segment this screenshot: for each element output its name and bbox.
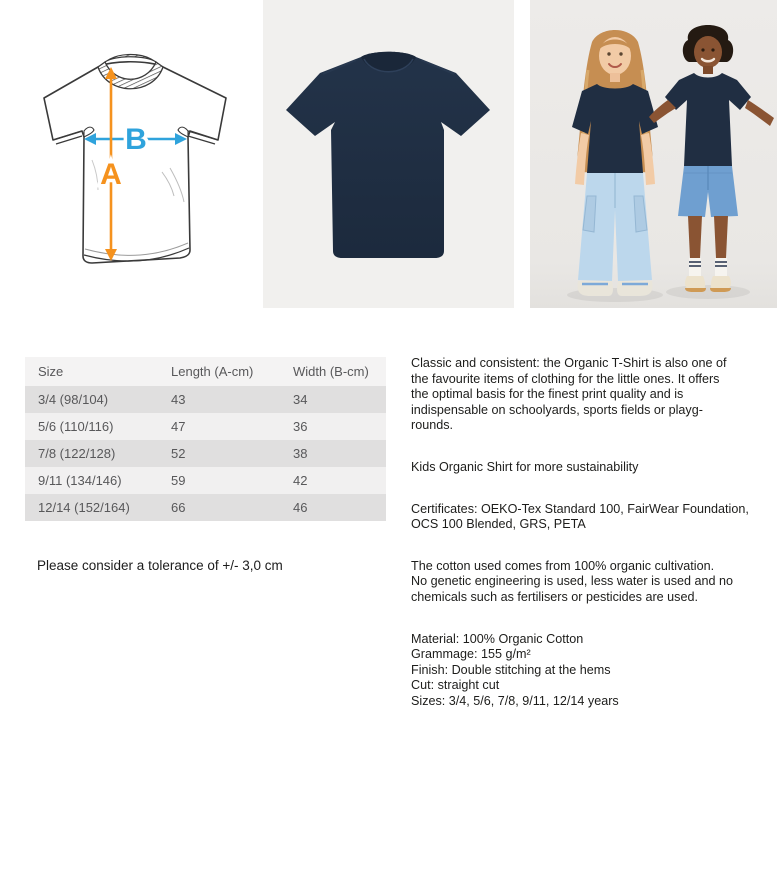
specs-paragraph — [411, 632, 771, 710]
description-line: chemicals such as fertilisers or pesticides are used. — [411, 589, 698, 604]
size-diagram-illustration — [0, 0, 258, 310]
width-cell: 42 — [293, 473, 308, 488]
width-label-b: B — [125, 123, 147, 156]
length-cell: 52 — [171, 446, 186, 461]
length-label-a: A — [100, 158, 122, 191]
length-cell: 59 — [171, 473, 186, 488]
size-table — [25, 357, 386, 521]
cotton-paragraph — [411, 559, 771, 606]
column-header-width: Width (B-cm) — [293, 364, 369, 379]
description-line: OCS 100 Blended, GRS, PETA — [411, 517, 586, 532]
description-line: the optimal basis for the finest print quality and is — [411, 387, 684, 402]
size-cell: 9/11 (134/146) — [38, 473, 122, 488]
size-cell: 7/8 (122/128) — [38, 446, 116, 461]
table-row — [25, 413, 386, 440]
description-line: indispensable on schoolyards, sports fields or playg- — [411, 402, 703, 417]
tolerance-note: Please consider a tolerance of +/- 3,0 cm — [37, 558, 283, 573]
column-header-size: Size — [38, 364, 64, 379]
table-row — [25, 440, 386, 467]
description-line: The cotton used comes from 100% organic cultivation. — [411, 558, 715, 573]
width-cell: 36 — [293, 419, 308, 434]
models-photo-illustration — [530, 0, 777, 308]
spec-line-finish: Finish: Double stitching at the hems — [411, 662, 611, 677]
description-line: Certificates: OEKO-Tex Standard 100, FairWear Foundation, — [411, 501, 749, 516]
spec-line-grammage: Grammage: 155 g/m² — [411, 647, 531, 662]
size-table-section — [25, 357, 386, 521]
table-row — [25, 467, 386, 494]
table-row — [25, 386, 386, 413]
sustainability-paragraph — [411, 460, 771, 476]
certificates-paragraph — [411, 502, 771, 533]
product-description — [411, 356, 771, 736]
description-line: Kids Organic Shirt for more sustainability — [411, 459, 639, 474]
length-cell: 43 — [171, 392, 186, 407]
description-line: the favourite items of clothing for the little ones. It offers — [411, 371, 720, 386]
product-image-gallery — [0, 0, 777, 310]
spec-line-sizes: Sizes: 3/4, 5/6, 7/8, 9/11, 12/14 years — [411, 693, 619, 708]
width-cell: 46 — [293, 500, 308, 515]
intro-paragraph — [411, 356, 771, 434]
table-row — [25, 494, 386, 521]
tshirt-outline — [44, 62, 226, 263]
spec-line-material: Material: 100% Organic Cotton — [411, 631, 584, 646]
column-header-length: Length (A-cm) — [171, 364, 254, 379]
description-line: No genetic engineering is used, less water is used and no — [411, 574, 734, 589]
size-diagram-image[interactable] — [0, 0, 258, 310]
description-line: Classic and consistent: the Organic T-Shirt is also one of — [411, 356, 727, 370]
size-cell: 5/6 (110/116) — [38, 419, 114, 434]
models-photo-image[interactable] — [530, 0, 777, 308]
size-cell: 12/14 (152/164) — [38, 500, 130, 515]
width-cell: 34 — [293, 392, 308, 407]
length-cell: 66 — [171, 500, 186, 515]
description-line: rounds. — [411, 418, 454, 433]
size-cell: 3/4 (98/104) — [38, 392, 109, 407]
size-table-header-row — [25, 357, 386, 386]
spec-line-cut: Cut: straight cut — [411, 678, 500, 693]
product-photo-image[interactable] — [263, 0, 514, 308]
length-cell: 47 — [171, 419, 186, 434]
product-photo-tshirt — [263, 0, 514, 308]
width-cell: 38 — [293, 446, 308, 461]
